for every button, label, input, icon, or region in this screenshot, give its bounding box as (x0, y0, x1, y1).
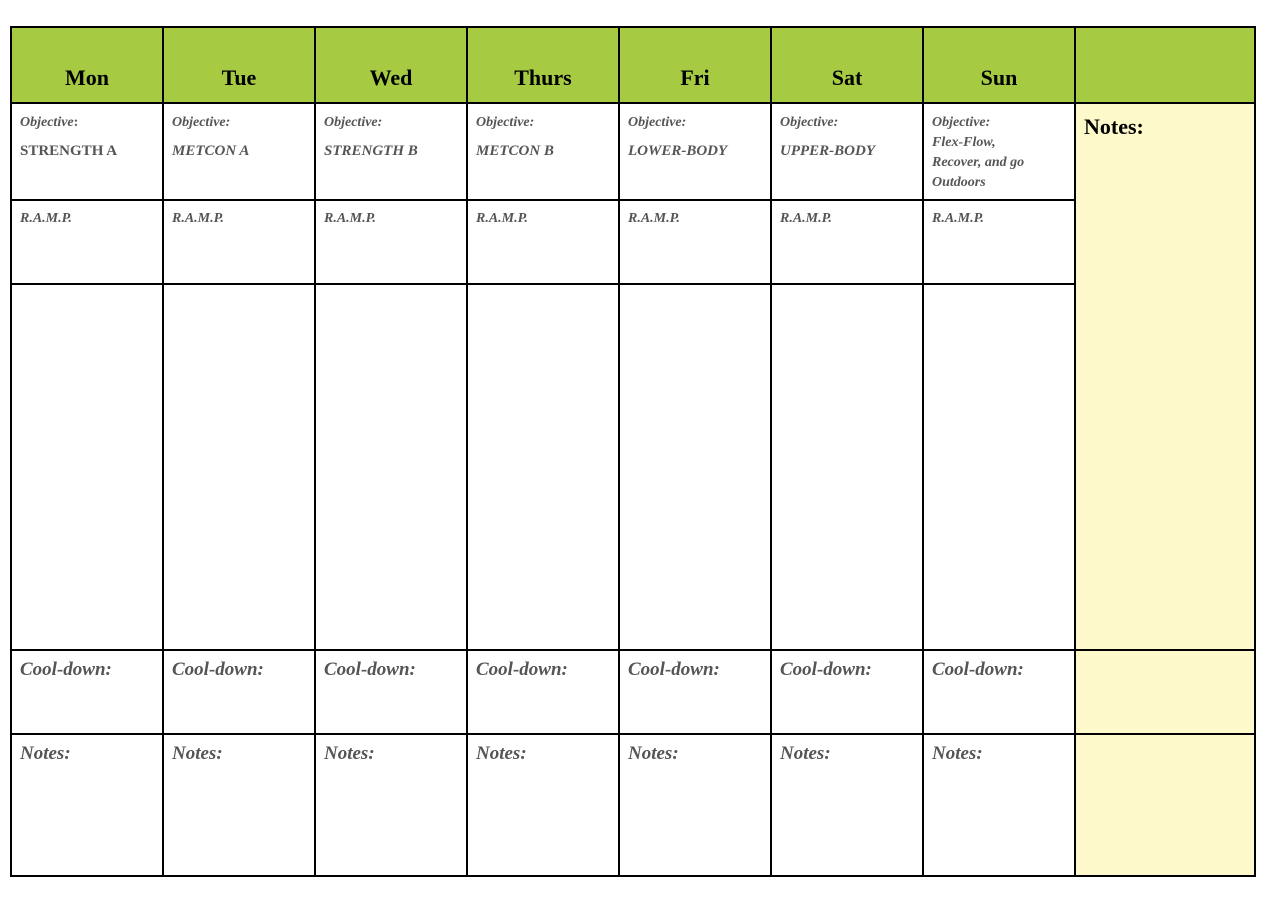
workout-cell-fri[interactable] (619, 284, 771, 650)
workout-cell-mon[interactable] (11, 284, 163, 650)
objective-cell-sun[interactable] (923, 103, 1075, 200)
cooldown-cell-sun[interactable] (923, 650, 1075, 734)
day-header-sun: Sun (923, 27, 1075, 103)
notes-cell-mon[interactable] (11, 734, 163, 876)
notes-cell-sun[interactable] (923, 734, 1075, 876)
ramp-cell-wed[interactable] (315, 200, 467, 284)
cooldown-cell-wed[interactable] (315, 650, 467, 734)
side-notes-cooldown-cell[interactable] (1075, 650, 1255, 734)
cooldown-label: Cool-down: (476, 659, 568, 680)
side-notes-bottom-cell[interactable] (1075, 734, 1255, 876)
ramp-cell-thurs[interactable] (467, 200, 619, 284)
notes-label: Notes: (476, 743, 527, 764)
cooldown-label: Cool-down: (628, 659, 720, 680)
objective-value: STRENGTH A (20, 143, 118, 159)
notes-row (11, 734, 1255, 876)
workout-cell-sat[interactable] (771, 284, 923, 650)
day-header-mon: Mon (11, 27, 163, 103)
notes-label: Notes: (20, 743, 71, 764)
ramp-label: R.A.M.P. (628, 211, 680, 226)
notes-label: Notes: (780, 743, 831, 764)
ramp-cell-mon[interactable] (11, 200, 163, 284)
cooldown-label: Cool-down: (20, 659, 112, 680)
notes-cell-wed[interactable] (315, 734, 467, 876)
objective-label: Objective (20, 115, 74, 130)
notes-label: Notes: (932, 743, 983, 764)
notes-label: Notes: (324, 743, 375, 764)
cooldown-cell-fri[interactable] (619, 650, 771, 734)
objective-sun-line: Objective: (932, 115, 991, 130)
ramp-cell-fri[interactable] (619, 200, 771, 284)
ramp-cell-sun[interactable] (923, 200, 1075, 284)
day-header-fri: Fri (619, 27, 771, 103)
ramp-row (11, 200, 1255, 284)
day-header-thurs: Thurs (467, 27, 619, 103)
cooldown-label: Cool-down: (324, 659, 416, 680)
ramp-label: R.A.M.P. (932, 211, 984, 226)
ramp-cell-sat[interactable] (771, 200, 923, 284)
ramp-label: R.A.M.P. (476, 211, 528, 226)
cooldown-label: Cool-down: (780, 659, 872, 680)
objective-cell-sat[interactable]: Objective: UPPER-BODY (771, 103, 923, 200)
ramp-cell-tue[interactable] (163, 200, 315, 284)
side-notes-panel[interactable] (1075, 103, 1255, 650)
objective-sun-line: Flex-Flow, (932, 135, 996, 150)
workout-cell-sun[interactable] (923, 284, 1075, 650)
workout-cell-thurs[interactable] (467, 284, 619, 650)
ramp-label: R.A.M.P. (172, 211, 224, 226)
day-header-sat: Sat (771, 27, 923, 103)
objective-label: Objective (476, 115, 530, 130)
notes-label: Notes: (172, 743, 223, 764)
cooldown-label: Cool-down: (172, 659, 264, 680)
cooldown-cell-sat[interactable] (771, 650, 923, 734)
objective-sun-line: Outdoors (932, 175, 986, 190)
notes-cell-fri[interactable] (619, 734, 771, 876)
ramp-label: R.A.M.P. (780, 211, 832, 226)
workout-cell-tue[interactable] (163, 284, 315, 650)
objective-label: Objective (324, 115, 378, 130)
objective-cell-mon[interactable]: Objective: STRENGTH A (11, 103, 163, 200)
ramp-label: R.A.M.P. (324, 211, 376, 226)
objective-row (11, 103, 1255, 200)
notes-cell-tue[interactable] (163, 734, 315, 876)
cooldown-label: Cool-down: (932, 659, 1024, 680)
objective-value: METCON B (476, 143, 554, 159)
objective-value: METCON A (172, 143, 250, 159)
objective-value: LOWER-BODY (628, 143, 728, 159)
cooldown-cell-mon[interactable] (11, 650, 163, 734)
ramp-label: R.A.M.P. (20, 211, 72, 226)
day-header-tue: Tue (163, 27, 315, 103)
header-row (11, 27, 1255, 103)
objective-cell-wed[interactable]: Objective: STRENGTH B (315, 103, 467, 200)
day-header-wed: Wed (315, 27, 467, 103)
notes-cell-sat[interactable] (771, 734, 923, 876)
objective-value: UPPER-BODY (780, 143, 875, 159)
notes-cell-thurs[interactable] (467, 734, 619, 876)
weekly-planner-table (10, 26, 1256, 877)
cooldown-cell-tue[interactable] (163, 650, 315, 734)
side-notes-title: Notes: (1084, 114, 1144, 139)
cooldown-row (11, 650, 1255, 734)
objective-cell-thurs[interactable]: Objective: METCON B (467, 103, 619, 200)
objective-sun-line: Recover, and go (932, 155, 1025, 170)
objective-label: Objective (628, 115, 682, 130)
workout-cell-wed[interactable] (315, 284, 467, 650)
objective-label: Objective (172, 115, 226, 130)
objective-label: Objective (780, 115, 834, 130)
cooldown-cell-thurs[interactable] (467, 650, 619, 734)
notes-header-cell (1075, 27, 1255, 103)
objective-value: STRENGTH B (324, 143, 418, 159)
notes-label: Notes: (628, 743, 679, 764)
objective-cell-fri[interactable]: Objective: LOWER-BODY (619, 103, 771, 200)
objective-cell-tue[interactable]: Objective: METCON A (163, 103, 315, 200)
workout-row (11, 284, 1255, 650)
